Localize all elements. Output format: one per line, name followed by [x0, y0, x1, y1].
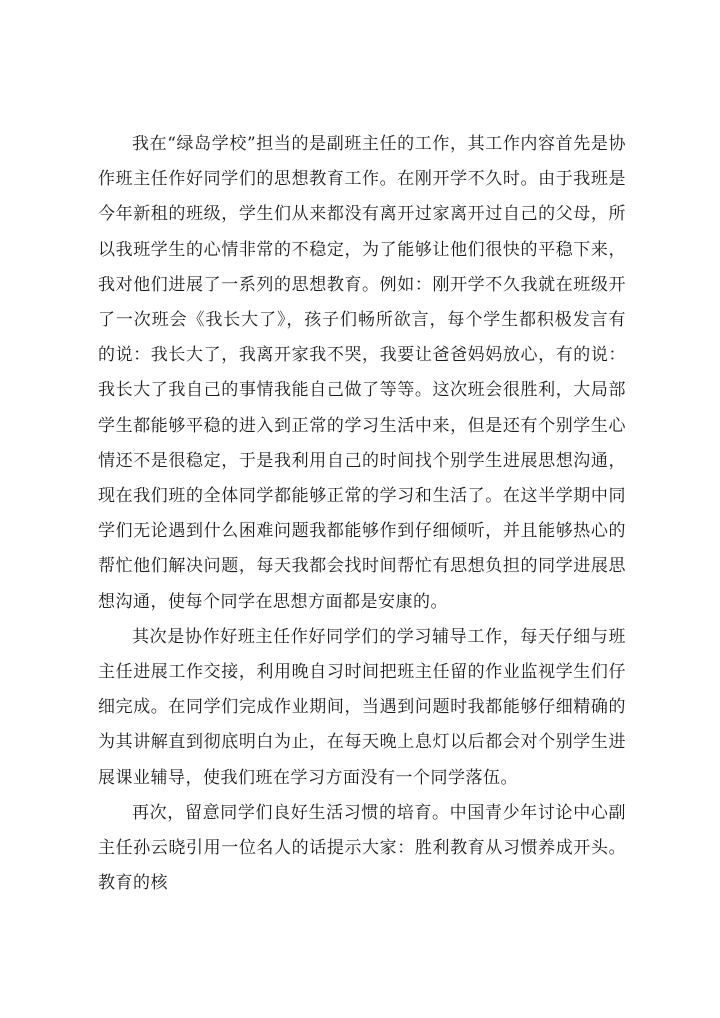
paragraph-2: 其次是协作好班主任作好同学们的学习辅导工作，每天仔细与班主任进展工作交接，利用晚自习时间把班主任留的作业监视学生们仔细完成。在同学们完成作业期间，当遇到问题时我都能够仔细精确的为其讲解直到彻底明白为止，在每天晚上息灯以后都会对个别学生进展课业辅导，使我们班在学习方面没有一个同学落伍。 [98, 626, 626, 788]
document-body [98, 127, 626, 901]
paragraph-3: 再次，留意同学们良好生活习惯的培育。中国青少年讨论中心副主任孙云晓引用一位名人的话提示大家：胜利教育从习惯养成开头。教育的核 [98, 802, 626, 894]
paragraph-1: 我在“绿岛学校”担当的是副班主任的工作，其工作内容首先是协作班主任作好同学们的思想教育工作。在刚开学不久时。由于我班是今年新租的班级，学生们从来都没有离开过家离开过自己的父母，所以我班学生的心情非常的不稳定，为了能够让他们很快的平稳下来，我对他们进展了一系列的思想教育。例如：刚开学不久我就在班级开了一次班会《我长大了》，孩子们畅所欲言，每个学生都积极发言有的说：我长大了，我离开家我不哭，我要让爸爸妈妈放心，有的说：我长大了我自己的事情我能自己做了等等。这次班会很胜利，大局部学生都能够平稳的进入到正常的学习生活中来，但是还有个别学生心情还不是很稳定，于是我利用自己的时间找个别学生进展思想沟通，现在我们班的全体同学都能够正常的学习和生活了。在这半学期中同学们无论遇到什么困难问题我都能够作到仔细倾听，并且能够热心的帮忙他们解决问题，每天我都会找时间帮忙有思想负担的同学进展思想沟通，使每个同学在思想方面都是安康的。 [98, 134, 626, 612]
